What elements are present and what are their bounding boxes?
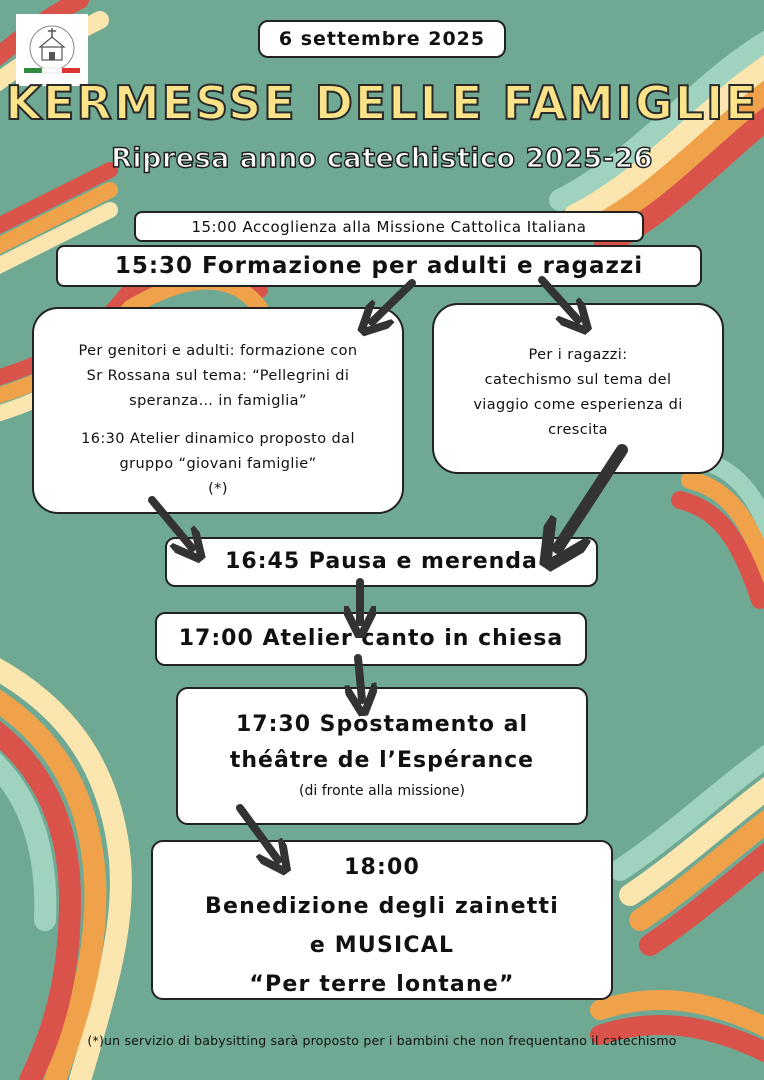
footnote-marker: (*): [208, 481, 228, 497]
welcome-box: 15:00 Accoglienza alla Missione Cattolica Italiana: [134, 211, 644, 242]
singing-box: 17:00 Atelier canto in chiesa: [155, 612, 587, 666]
move-box: [176, 687, 588, 825]
final-text-line: e MUSICAL: [309, 933, 455, 958]
move-text-line: 17:30 Spostamento al: [235, 712, 529, 737]
event-date: 6 settembre 2025: [258, 20, 506, 58]
formation-box: 15:30 Formazione per adulti e ragazzi: [56, 245, 702, 287]
move-text-line: théâtre de l’Espérance: [229, 748, 535, 773]
page-title: KERMESSE DELLE FAMIGLIE: [5, 76, 759, 130]
kids-text-line: crescita: [548, 422, 608, 438]
atelier-text-line: 16:30 Atelier dinamico proposto dal: [81, 431, 355, 447]
kids-text-line: catechismo sul tema del: [484, 372, 672, 388]
kids-text-line: Per i ragazzi:: [528, 347, 628, 363]
atelier-text-line: gruppo “giovani famiglie”: [119, 456, 317, 472]
musical-title: “Per terre lontane”: [249, 972, 515, 997]
adults-text-line: Sr Rossana sul tema: “Pellegrini di: [86, 368, 350, 384]
page-subtitle: Ripresa anno catechistico 2025-26: [111, 143, 653, 174]
kids-catechism-box: [432, 303, 724, 474]
adults-text-line: Per genitori e adulti: formazione con: [78, 343, 358, 359]
final-time: 18:00: [343, 855, 421, 880]
move-subtext: (di fronte alla missione): [299, 783, 465, 799]
kids-text-line: viaggio come esperienza di: [473, 397, 683, 413]
footnote: (*)un servizio di babysitting sarà proposto per i bambini che non frequentano il catechismo: [87, 1033, 677, 1048]
final-text-line: Benedizione degli zainetti: [205, 894, 559, 919]
final-event-box: [151, 840, 613, 1000]
break-box: 16:45 Pausa e merenda: [165, 537, 598, 587]
adults-text-line: speranza… in famiglia”: [129, 393, 307, 409]
adults-formation-box: [32, 307, 404, 514]
